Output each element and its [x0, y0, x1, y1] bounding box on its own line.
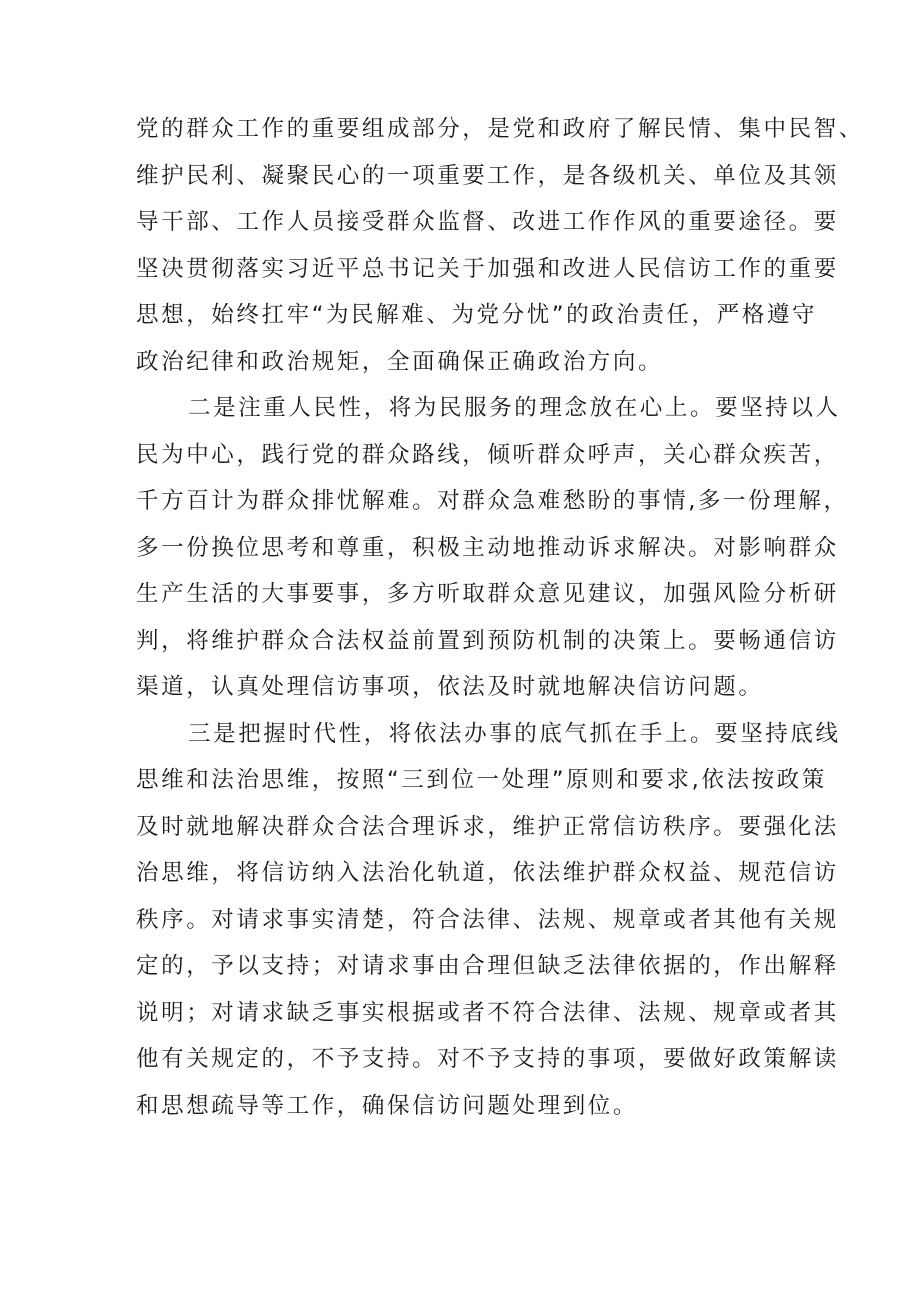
text-line: 定的，予以支持；对请求事由合理但缺乏法律依据的，作出解释	[136, 953, 839, 979]
text-line: 导干部、工作人员接受群众监督、改进工作作风的重要途径。要	[136, 209, 839, 235]
text-line: 二是注重人民性，将为民服务的理念放在心上。要坚持以人	[188, 395, 841, 421]
text-line: 及时就地解决群众合法合理诉求，维护正常信访秩序。要强化法	[136, 813, 839, 840]
text-line: 治思维，将信访纳入法治化轨道，依法维护群众权益、规范信访	[136, 860, 839, 886]
text-line: 他有关规定的，不予支持。对不予支持的事项，要做好政策解读	[136, 1046, 839, 1072]
text-line: 千方百计为群众排忧解难。对群众急难愁盼的事情,多一份理解，	[136, 488, 849, 514]
paragraph-3	[136, 711, 841, 1130]
text-line: 民为中心，践行党的群众路线，倾听群众呼声，关心群众疾苦，	[136, 441, 839, 468]
text-line: 坚决贯彻落实习近平总书记关于加强和改进人民信访工作的重要	[136, 255, 839, 282]
text-line: 秩序。对请求事实清楚，符合法律、法规、规章或者其他有关规	[136, 906, 839, 933]
text-line: 说明；对请求缺乏事实根据或者不符合法律、法规、规章或者其	[136, 999, 839, 1026]
text-line: 三是把握时代性，将依法办事的底气抓在手上。要坚持底线	[188, 720, 841, 747]
text-line: 生产生活的大事要事，多方听取群众意见建议，加强风险分析研	[136, 581, 839, 607]
paragraph-1	[136, 106, 864, 385]
text-line: 党的群众工作的重要组成部分，是党和政府了解民情、集中民智、	[136, 116, 864, 142]
text-line: 渠道，认真处理信访事项，依法及时就地解决信访问题。	[136, 674, 764, 700]
text-line: 思想，始终扛牢“为民解难、为党分忧”的政治责任，严格遵守	[136, 302, 818, 328]
text-line: 和思想疏导等工作，确保信访问题处理到位。	[136, 1092, 639, 1119]
text-line: 政治纪律和政治规矩，全面确保正确政治方向。	[136, 348, 664, 375]
document-body	[136, 106, 864, 1129]
text-line: 维护民利、凝聚民心的一项重要工作，是各级机关、单位及其领	[136, 162, 839, 189]
paragraph-2	[136, 385, 849, 711]
text-line: 思维和法治思维，按照“三到位一处理”原则和要求,依法按政策	[136, 767, 827, 793]
text-line: 多一份换位思考和尊重，积极主动地推动诉求解决。对影响群众	[136, 534, 839, 561]
text-line: 判，将维护群众合法权益前置到预防机制的决策上。要畅通信访	[136, 627, 839, 654]
